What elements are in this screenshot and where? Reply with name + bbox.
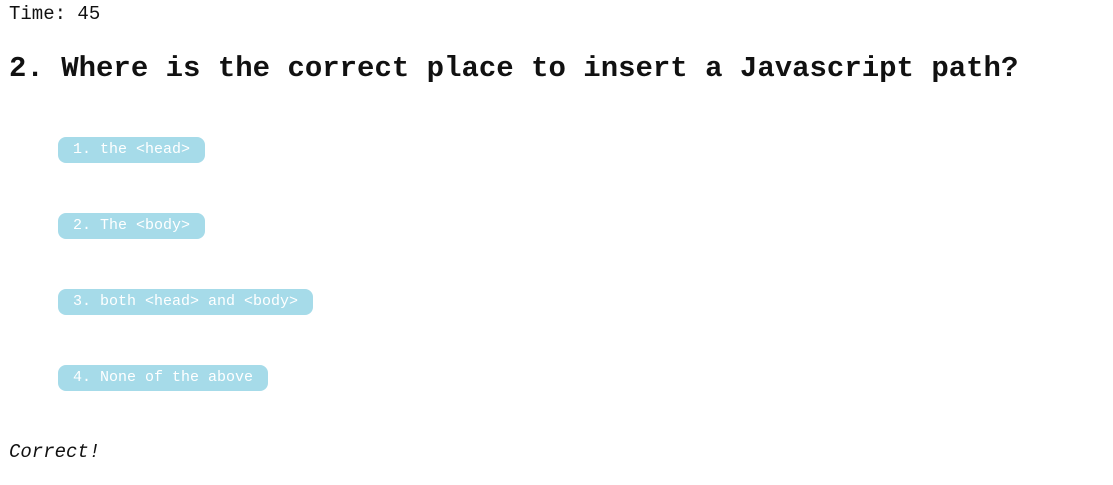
question-title: 2. Where is the correct place to insert a Javascript path? — [9, 52, 1019, 85]
answer-item — [58, 289, 313, 315]
answer-item — [58, 213, 313, 239]
answer-button-2[interactable]: 2. The <body> — [58, 213, 205, 239]
answer-button-3[interactable]: 3. both <head> and <body> — [58, 289, 313, 315]
answer-feedback: Correct! — [9, 441, 101, 463]
answer-button-4[interactable]: 4. None of the above — [58, 365, 268, 391]
answer-button-1[interactable]: 1. the <head> — [58, 137, 205, 163]
timer-display: Time: 45 — [9, 3, 101, 25]
answer-item — [58, 365, 313, 391]
answer-list — [58, 137, 313, 441]
answer-item — [58, 137, 313, 163]
